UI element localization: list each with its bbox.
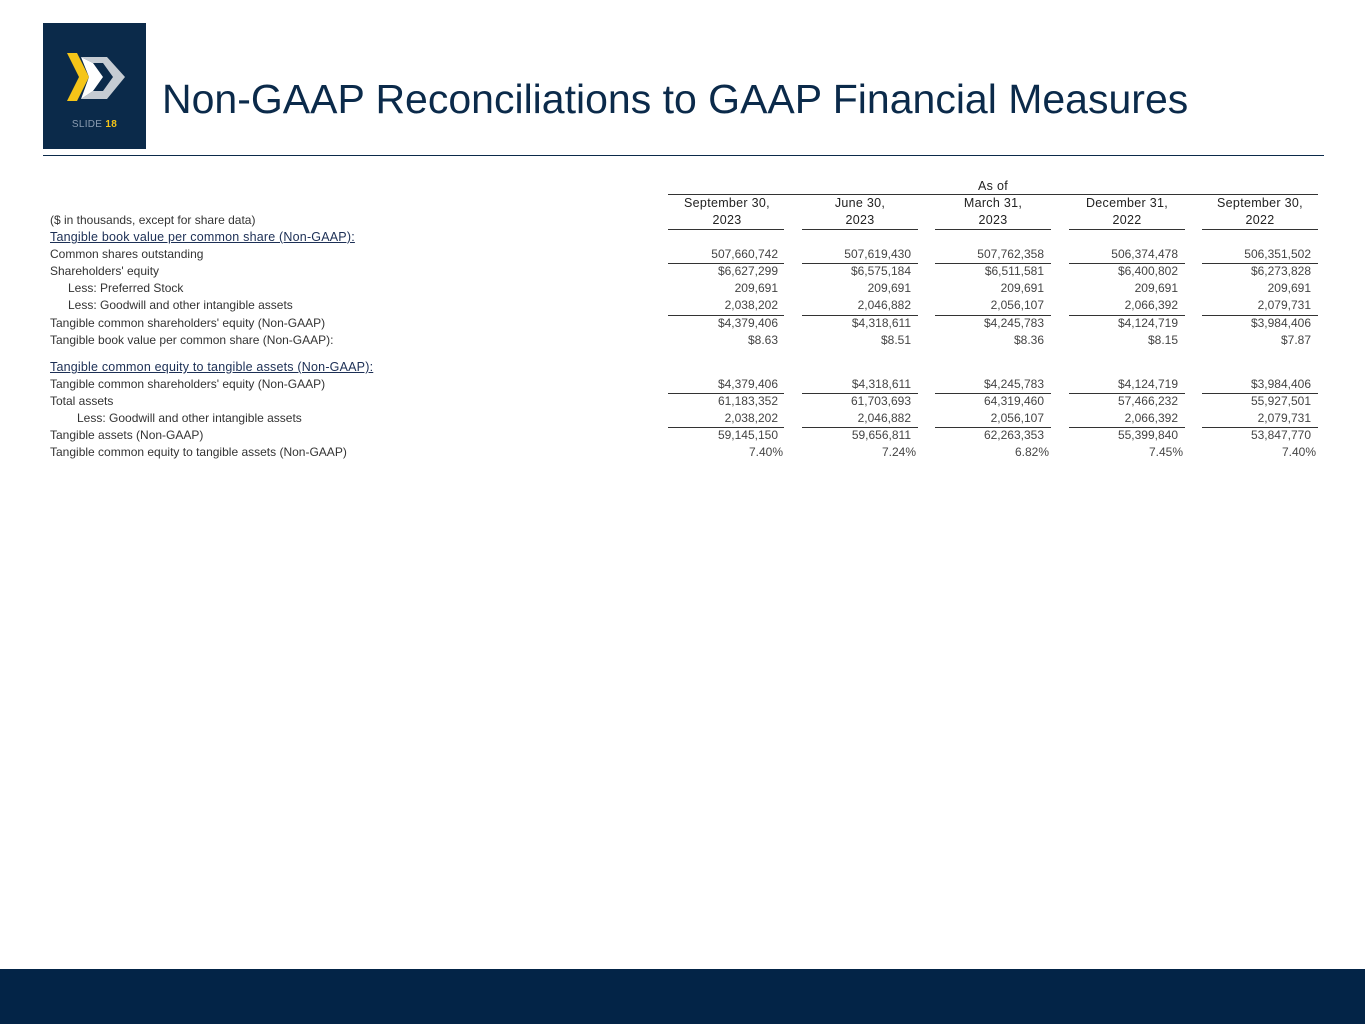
row-label: Tangible common shareholders' equity (Non-GAAP) — [50, 377, 326, 391]
cell-value: $8.36 — [1013, 333, 1044, 347]
cell-value: 2,046,882 — [857, 298, 911, 312]
cell-value: $6,400,802 — [1117, 264, 1178, 278]
cell-value: $8.51 — [880, 333, 911, 347]
cell-value: 209,691 — [867, 281, 911, 295]
section1-heading: Tangible book value per common share (Non-GAAP): — [50, 230, 355, 244]
cell-value: $4,318,611 — [851, 377, 911, 391]
cell-value: 209,691 — [1134, 281, 1178, 295]
cell-value: $4,245,783 — [983, 377, 1044, 391]
slide-label: SLIDE — [71, 119, 103, 130]
column-header-jun-2023-line2: 2023 — [845, 213, 875, 227]
cell-value: 7.40% — [748, 445, 783, 459]
cell-value: 2,066,392 — [1124, 298, 1178, 312]
column-header-sep-2023-line1: September 30, — [684, 196, 770, 210]
column-header-mar-2023-line1: March 31, — [963, 196, 1023, 210]
units-note: ($ in thousands, except for share data) — [50, 213, 256, 227]
cell-value: 61,183,352 — [717, 394, 778, 408]
cell-value: $6,627,299 — [717, 264, 778, 278]
row-label: Tangible book value per common share (Non-GAAP): — [50, 333, 334, 347]
cell-value: 6.82% — [1014, 445, 1049, 459]
cell-value: 64,319,460 — [983, 394, 1044, 408]
cell-value: 209,691 — [1267, 281, 1311, 295]
cell-value: 53,847,770 — [1250, 428, 1311, 442]
column-header-underline — [935, 229, 1051, 230]
cell-value: $7.87 — [1280, 333, 1311, 347]
cell-value: 7.45% — [1148, 445, 1183, 459]
column-header-dec-2022-line1: December 31, — [1085, 196, 1169, 210]
column-header-underline — [1202, 229, 1318, 230]
cell-value: 7.40% — [1281, 445, 1316, 459]
row-label: Less: Preferred Stock — [68, 281, 184, 295]
cell-value: 507,762,358 — [977, 247, 1044, 261]
column-header-sep-2022-line1: September 30, — [1217, 196, 1303, 210]
column-header-jun-2023-line1: June 30, — [834, 196, 886, 210]
cell-value: $6,273,828 — [1250, 264, 1311, 278]
page-title: Non-GAAP Reconciliations to GAAP Financial Measures — [162, 76, 1189, 122]
row-label: Shareholders' equity — [50, 264, 160, 278]
cell-value: 2,038,202 — [724, 411, 778, 425]
cell-value: 209,691 — [734, 281, 778, 295]
reconciliation-table — [0, 0, 1365, 470]
cell-value: 2,066,392 — [1124, 411, 1178, 425]
cell-value: $3,984,406 — [1250, 316, 1311, 330]
column-header-underline — [668, 229, 784, 230]
row-label: Tangible common equity to tangible assets (Non-GAAP) — [50, 445, 347, 459]
row-label: Common shares outstanding — [50, 247, 204, 261]
cell-value: 57,466,232 — [1117, 394, 1178, 408]
row-label: Less: Goodwill and other intangible assets — [77, 411, 302, 425]
column-header-sep-2022-line2: 2022 — [1245, 213, 1275, 227]
cell-value: $8.15 — [1147, 333, 1178, 347]
cell-value: $4,318,611 — [851, 316, 911, 330]
cell-value: 59,656,811 — [851, 428, 911, 442]
cell-value: $4,245,783 — [983, 316, 1044, 330]
cell-value: $8.63 — [747, 333, 778, 347]
footer-bar — [0, 969, 1365, 1024]
column-header-underline — [1069, 229, 1185, 230]
cell-value: 2,079,731 — [1257, 298, 1311, 312]
cell-value: $6,575,184 — [850, 264, 911, 278]
column-header-mar-2023-line2: 2023 — [978, 213, 1008, 227]
as-of-header: As of — [978, 179, 1008, 193]
cell-value: 55,399,840 — [1117, 428, 1178, 442]
cell-value: $3,984,406 — [1250, 377, 1311, 391]
cell-value: $4,379,406 — [717, 377, 778, 391]
cell-value: 507,660,742 — [711, 247, 778, 261]
cell-value: 506,374,478 — [1111, 247, 1178, 261]
cell-value: 55,927,501 — [1250, 394, 1311, 408]
cell-value: $4,124,719 — [1117, 316, 1178, 330]
row-label: Tangible common shareholders' equity (Non-GAAP) — [50, 316, 326, 330]
row-label: Tangible assets (Non-GAAP) — [50, 428, 204, 442]
cell-value: $6,511,581 — [984, 264, 1044, 278]
cell-value: 209,691 — [1000, 281, 1044, 295]
column-header-dec-2022-line2: 2022 — [1112, 213, 1142, 227]
cell-value: 2,079,731 — [1257, 411, 1311, 425]
cell-value: 59,145,150 — [717, 428, 778, 442]
cell-value: 61,703,693 — [850, 394, 911, 408]
slide-number: 18 — [105, 119, 118, 130]
cell-value: 2,038,202 — [724, 298, 778, 312]
cell-value: $4,124,719 — [1117, 377, 1178, 391]
cell-value: 62,263,353 — [983, 428, 1044, 442]
column-header-underline — [802, 229, 918, 230]
cell-value: 2,046,882 — [857, 411, 911, 425]
cell-value: 507,619,430 — [844, 247, 911, 261]
cell-value: $4,379,406 — [717, 316, 778, 330]
cell-value: 2,056,107 — [990, 411, 1044, 425]
row-label: Less: Goodwill and other intangible assets — [68, 298, 293, 312]
cell-value: 2,056,107 — [990, 298, 1044, 312]
section2-heading: Tangible common equity to tangible assets (Non-GAAP): — [50, 360, 374, 374]
row-label: Total assets — [50, 394, 114, 408]
cell-value: 7.24% — [881, 445, 916, 459]
cell-value: 506,351,502 — [1244, 247, 1311, 261]
column-header-sep-2023-line2: 2023 — [712, 213, 742, 227]
